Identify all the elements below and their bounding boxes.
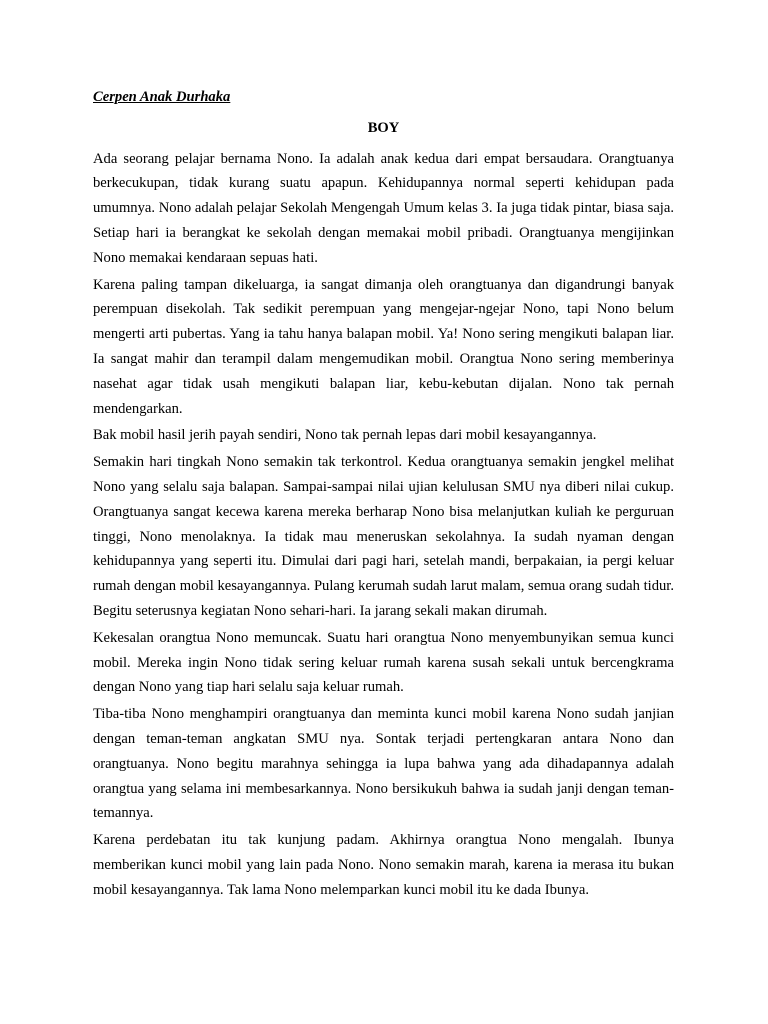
paragraph-4: Semakin hari tingkah Nono semakin tak terkontrol. Kedua orangtuanya semakin jengkel melihat Nono yang selalu saja balapan. Sampai-sampai nilai ujian kelulusan SMU nya diberi nilai cukup. Orangtuanya sangat kecewa karena mereka berharap Nono bisa melanjutkan kuliah ke perguruan tinggi, Nono menolaknya. Ia tidak mau meneruskan sekolahnya. Ia sudah nyaman dengan kehidupannya yang seperti itu. Dimulai dari pagi hari, setelah mandi, berpakaian, ia pergi keluar rumah dengan mobil kesayangannya. Pulang kerumah sudah larut malam, semua orang sudah tidur. Begitu seterusnya kegiatan Nono sehari-hari. Ia jarang sekali makan dirumah. bbox=[93, 454, 674, 619]
document-title: Cerpen Anak Durhaka bbox=[93, 89, 231, 105]
document-page bbox=[93, 85, 674, 903]
paragraph-3: Bak mobil hasil jerih payah sendiri, Nono tak pernah lepas dari mobil kesayangannya. bbox=[93, 427, 597, 444]
story-heading: BOY bbox=[367, 119, 400, 136]
paragraph-5: Kekesalan orangtua Nono memuncak. Suatu hari orangtua Nono menyembunyikan semua kunci mobil. Mereka ingin Nono tidak sering keluar rumah karena susah sekali untuk bercengkrama dengan Nono yang tiap hari selalu saja keluar rumah. bbox=[93, 629, 674, 696]
paragraph-7: Karena perdebatan itu tak kunjung padam. Akhirnya orangtua Nono mengalah. Ibunya memberikan kunci mobil yang lain pada Nono. Nono semakin marah, karena ia merasa itu bukan mobil kesayangannya. Tak lama Nono melemparkan kunci mobil itu ke dada Ibunya. bbox=[93, 832, 674, 898]
paragraph-6: Tiba-tiba Nono menghampiri orangtuanya dan meminta kunci mobil karena Nono sudah janjian dengan teman-teman angkatan SMU nya. Sontak terjadi pertengkaran antara Nono dan orangtuanya. Nono begitu marahnya sehingga ia lupa bahwa yang ada dihadapannya adalah orangtua yang selama ini membesarkannya. Nono bersikukuh bahwa ia sudah janji dengan teman-temannya. bbox=[93, 706, 674, 822]
paragraph-2: Karena paling tampan dikeluarga, ia sangat dimanja oleh orangtuanya dan digandrungi banyak perempuan disekolah. Tak sedikit perempuan yang mengejar-ngejar Nono, tapi Nono belum mengerti arti pubertas. Yang ia tahu hanya balapan mobil. Ya! Nono sering mengikuti balapan liar. Ia sangat mahir dan terampil dalam mengemudikan mobil. Orangtua Nono sering memberinya nasehat agar tidak usah mengikuti balapan liar, kebu-kebutan dijalan. Nono tak pernah mendengarkan. bbox=[93, 276, 674, 417]
paragraph-1: Ada seorang pelajar bernama Nono. Ia adalah anak kedua dari empat bersaudara. Orangtuanya berkecukupan, tidak kurang suatu apapun. Kehidupannya normal seperti kehidupan pada umumnya. Nono adalah pelajar Sekolah Mengengah Umum kelas 3. Ia juga tidak pintar, biasa saja. Setiap hari ia berangkat ke sekolah dengan memakai mobil pribadi. Orangtuanya mengijinkan Nono memakai kendaraan sepuas hati. bbox=[93, 150, 674, 266]
